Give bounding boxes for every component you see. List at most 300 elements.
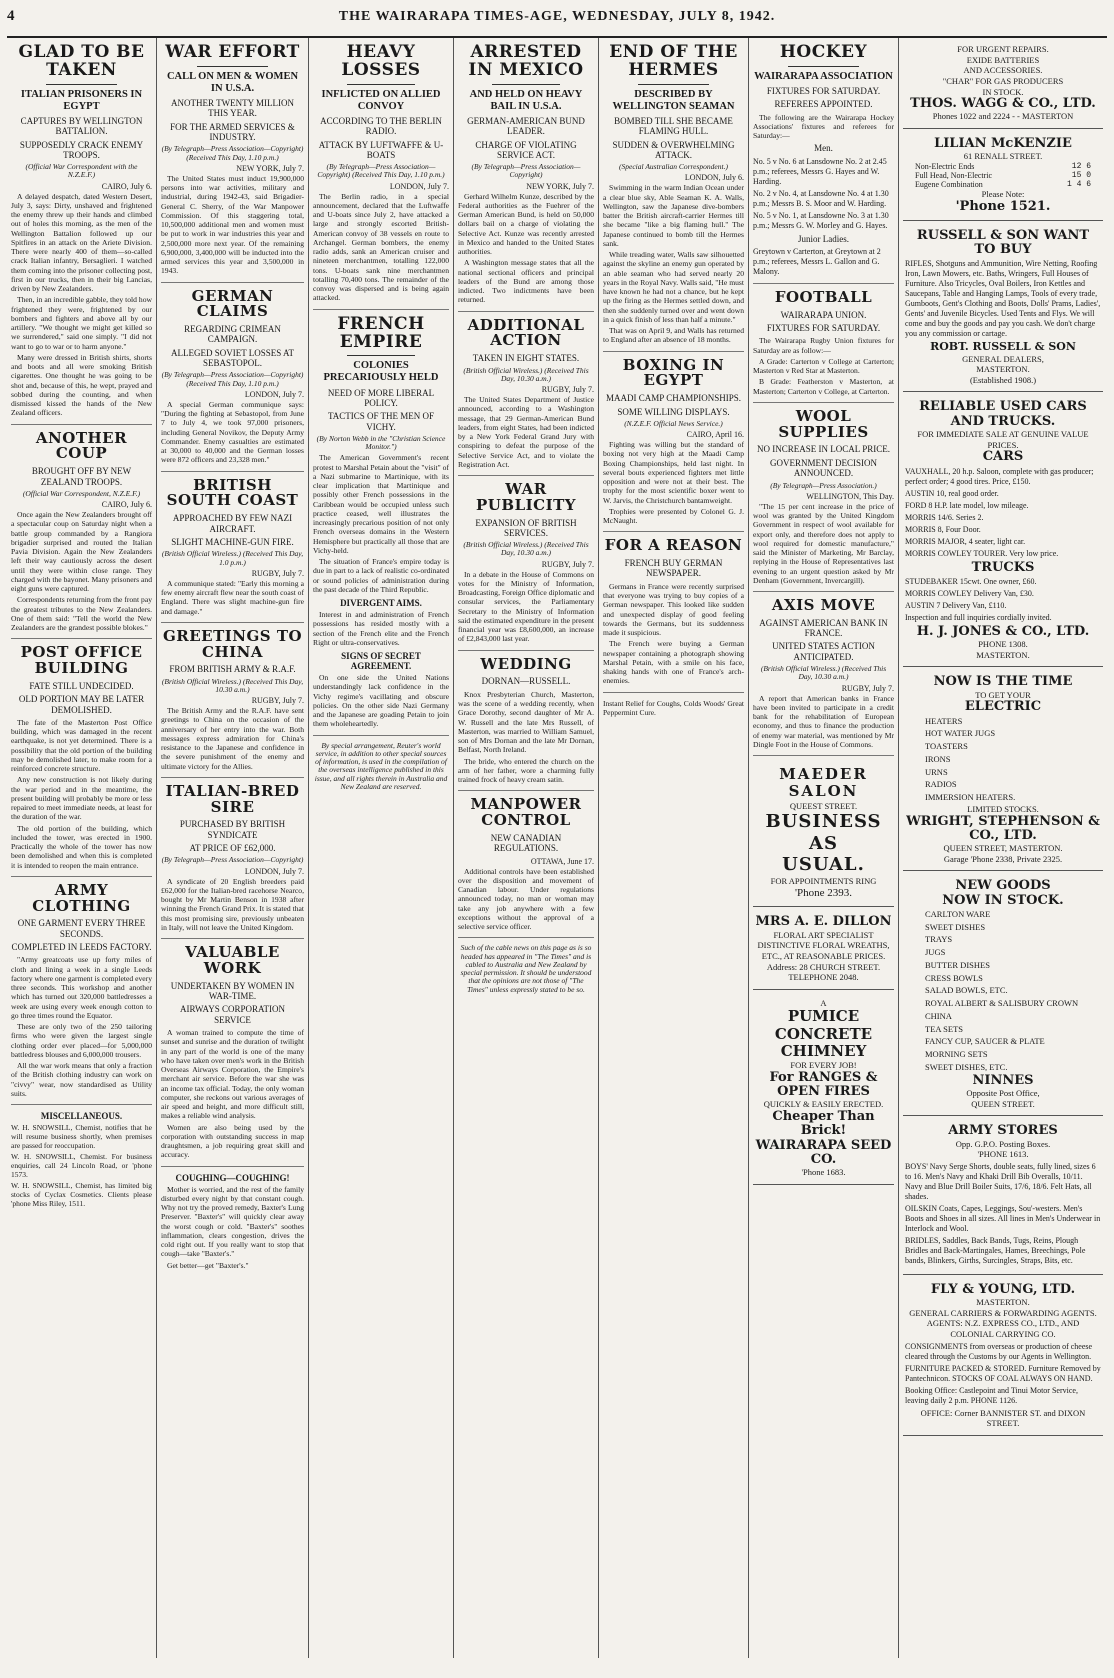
advert-text: Opposite Post Office, (966, 1088, 1040, 1099)
list-item: SWEET DISHES, ETC. (925, 1061, 1008, 1072)
advert-text: QUEEN STREET, MASTERTON. (943, 843, 1063, 854)
subhead: NO INCREASE IN LOCAL PRICE. (757, 444, 890, 455)
headline: WAR EFFORT (165, 42, 300, 62)
subhead: PURCHASED BY BRITISH SYNDICATE (179, 819, 286, 840)
subhead: FRENCH BUY GERMAN NEWSPAPER. (624, 558, 723, 579)
advert-baxters (161, 1173, 304, 1270)
paragraph: A syndicate of 20 English breeders paid £62,000 for the Italian-bred racehorse Nearco, bought by Mr Martin Benson in 1938 after winning the French Grand Prix. It is stated that this most promising sire, previously unbeaten in Italy, will not leave the United Kingdom. (161, 876, 304, 932)
credit: (British Official Wireless.) (Received This Day, 10.30 a.m.) (161, 676, 304, 694)
article-additional-action (458, 315, 594, 476)
headline: ARRESTED IN MEXICO (468, 42, 584, 80)
list-item: TEA SETS (925, 1023, 964, 1034)
advert-title: NEW GOODS (955, 878, 1051, 894)
price-row (905, 180, 1101, 189)
credit: (By Telegraph—Press Association.) (770, 480, 877, 490)
advert-text: QUICKLY & EASILY ERECTED. (763, 1099, 884, 1110)
advert-text: FURNITURE PACKED & STORED. Furniture Removed by Pantechnicon. STOCKS OF COAL ALWAYS ON HAND. (905, 1363, 1101, 1383)
list-item: HOT WATER JUGS (925, 728, 996, 739)
section-heading: SIGNS OF SECRET AGREEMENT. (341, 651, 421, 672)
subhead: WAIRARAPA UNION. (780, 309, 867, 320)
paragraph: Additional controls have been established over the disposition and movement of Canadian labour. Under regulations announced today, no man or woman may take any job anywhere with a few exceptions without the approval of a selective service officer. (458, 866, 594, 931)
list-item: FANCY CUP, SAUCER & PLATE (925, 1036, 1045, 1047)
subhead: APPROACHED BY FEW NAZI AIRCRAFT. (172, 513, 293, 534)
advert-title: NOW IS THE TIME (933, 674, 1073, 690)
paragraph: Interest in and administration of French possessions has resided mostly with a section of the French elite and the French Right or ultra-conservatives. (313, 610, 449, 647)
section-heading: TRUCKS (971, 559, 1035, 575)
subhead: CAPTURES BY WELLINGTON BATTALION. (20, 115, 143, 137)
headline: VALUABLE WORK (185, 943, 280, 977)
paragraph: The United States Department of Justice announced, according to a Washington message, that 29 German-American Bund leaders, from eight States, had been indicted by a New York Federal Grand Jury with conspiring to defeat the purpose of the Selective Service Act, and to violate the Registration Act. (458, 395, 594, 469)
subhead: UNITED STATES ACTION ANTICIPATED. (772, 641, 875, 662)
advert-pumice-chimney (753, 994, 894, 1185)
advert-phone: 'PHONE 1613. (977, 1149, 1029, 1160)
credit: (Official War Correspondent, N.Z.E.F.) (22, 488, 141, 498)
advert-title: FLY & YOUNG, LTD. (930, 1281, 1076, 1297)
dateline: CAIRO, July 6. (101, 181, 152, 191)
paragraph: The fate of the Masterton Post Office building, which was damaged in the recent earthquake, is not yet determined. There is a possibility that the old portion of the building may be demolished later, to make room for a reinforced concrete structure. (11, 717, 152, 774)
article-wool-supplies (753, 406, 894, 592)
article-post-office-building (11, 645, 152, 877)
listing: VAUXHALL, 20 h.p. Saloon, complete with gas producer; perfect order; 4 good tires. Price, £150. (905, 466, 1094, 486)
paragraph: Fighting was willing but the standard of boxing not very high at the Maadi Camp Boxing Championships, held last night. In several bouts experienced fighters met little opposition and were not at their best. The trophy for the most scientific boxer went to W. Jarvis, the Christchurch bantamweight. (603, 440, 744, 505)
advert-text: FOR APPOINTMENTS RING (770, 876, 877, 887)
advert-title: RUSSELL & SON WANT TO BUY (916, 227, 1090, 258)
subhead: NEED OF MORE LIBERAL POLICY. (327, 387, 435, 408)
headline: GREETINGS TO CHINA (162, 626, 303, 661)
advert-text: GENERAL CARRIERS & FORWARDING AGENTS. (909, 1307, 1097, 1318)
advert-text: OILSKIN Coats, Capes, Leggings, Sou'-westers. Men's Boots and Shoes in all sizes. All lines in Men's Underwear in Interlock and Wool. (905, 1203, 1101, 1233)
paragraph: The Wairarapa Rugby Union fixtures for Saturday are as follow:— (753, 336, 894, 355)
advert-text: MASTERTON. (976, 1297, 1030, 1308)
subhead: WAIRARAPA ASSOCIATION (754, 70, 893, 82)
article-greetings-to-china (161, 626, 304, 778)
subhead: ACCORDING TO THE BERLIN RADIO. (320, 115, 442, 137)
section-heading: CARS (982, 449, 1024, 465)
headline: HOCKEY (779, 42, 868, 62)
paragraph: While treading water, Walls saw silhouetted against the skyline an enemy gun operated by an able seaman who had served nearly 20 years in the Royal Navy. Walls said, "He must have known he had not a chance, but he kept up the firing as the Hermes settled down, and then she suddenly turned over and went down in a quick finish of less than half a minute." (603, 250, 744, 324)
dateline: NEW YORK, July 7. (236, 163, 304, 173)
advert-phone: 'Phone 1683. (801, 1167, 846, 1178)
subhead: AIRWAYS CORPORATION SERVICE (180, 1004, 285, 1025)
price-row (905, 171, 1101, 180)
advert-text: QUEEN STREET. (971, 1098, 1035, 1109)
subhead: ATTACK BY LUFTWAFFE & U-BOATS (318, 139, 444, 160)
list-item: TOASTERS (925, 741, 968, 752)
advert-text: AGENTS: N.Z. EXPRESS CO., LTD., AND COLONIAL CARRYING CO. (926, 1318, 1080, 1339)
subhead: DORNAN—RUSSELL. (481, 676, 571, 687)
subhead: FATE STILL UNDECIDED. (29, 680, 134, 691)
list-item: HEATERS (925, 715, 963, 726)
list-item: URNS (925, 766, 948, 777)
advert-text: MASTERTON. (976, 364, 1030, 375)
paragraph: Get better—get "Baxter's." (167, 1260, 249, 1270)
advert-woods-peppermint: Instant Relief for Coughs, Colds Woods' Great Peppermint Cure. (603, 698, 744, 717)
column-3 (309, 38, 454, 1658)
credit: (N.Z.E.F. Official News Service.) (624, 418, 723, 428)
advert-title: PUMICE (787, 1007, 860, 1026)
article-end-of-the-hermes (603, 44, 744, 352)
credit: (British Official Wireless.) (Received This Day, 10.30 a.m.) (760, 664, 887, 682)
article-for-a-reason (603, 538, 744, 692)
paragraph: Germans in France were recently surprised that everyone was trying to buy copies of a German newspaper. This looked like sudden and unexpected display of good feeling towards the Germans, but its suddenness made it suspicious. (603, 581, 744, 638)
advert-text: AS (809, 832, 838, 854)
paragraph: A Grade: Carterton v College at Carterton; Masterton v Red Star at Masterton. (753, 356, 894, 376)
advert-phone: PHONE 1308. (978, 639, 1028, 650)
paragraph: A report that American banks in France have been invited to participate in a credit bank for the rehabilitation of European economy, and thus to finance the production of enemy war material, was mentioned by Mr Dingle Foot in the House of Commons. (753, 693, 894, 749)
headline: ADDITIONAL ACTION (467, 315, 585, 350)
paragraph: B Grade: Featherston v Masterton, at Masterton; Carterton v College, at Carterton. (753, 377, 894, 396)
paragraph: A special German communique says: "During the fighting at Sebastopol, from June 7 to July 4, we took 97,000 prisoners, including General Novikov, the Deputy Army Commander. Enemy casualties are estimated at 30,000 to 40,000 and the German losses were 872 officers and 23,328 men." (161, 399, 304, 465)
subhead: FIXTURES FOR SATURDAY. (766, 85, 881, 96)
subhead: TACTICS OF THE MEN OF VICHY. (327, 411, 435, 432)
advert-text: Please Note: (981, 188, 1025, 199)
advert-phone: Garage 'Phone 2338, Private 2325. (943, 853, 1063, 864)
subhead: ALLEGED SOVIET LOSSES AT SEBASTOPOL. (170, 347, 295, 369)
article-axis-move (753, 598, 894, 756)
advert-thos-wagg (903, 40, 1103, 129)
article-another-coup (11, 428, 152, 640)
paragraph: Correspondents returning from the front pay the greatest tributes to the New Zealanders. One of them said: "Tell the world the New Zealanders are the grandest possible blokes." (11, 595, 152, 633)
advert-phone: 'Phone 1521. (955, 198, 1051, 214)
masthead-title: THE WAIRARAPA TIMES-AGE, WEDNESDAY, JULY 8, 1942. (338, 9, 776, 24)
advert-title: WRIGHT, STEPHENSON & CO., LTD. (906, 813, 1100, 843)
item-list (905, 715, 1101, 804)
paragraph: Mother is worried, and the rest of the family disturbed every night by that constant cough. Why not try the proved remedy, Baxter's Lung Preserver. "Baxter's" will quickly clear away the worst cough or cold. "Baxter's" soothes inflammation, clears congestion, drives the cold right out. If you really want to stop that cough—take "Baxter's." (161, 1184, 304, 1259)
subhead: FROM BRITISH ARMY & R.A.F. (169, 664, 296, 675)
listing: STUDEBAKER 15cwt. One owner, £60. (905, 576, 1037, 586)
headline: COUGHING—COUGHING! (175, 1172, 290, 1183)
times-footnote: Such of the cable news on this page as is so headed has appeared in "The Times" and is cabled to Australia and New Zealand by special permission. It should be understood that the opinions are not those of "The Times" unless expressly stated to be so. (460, 943, 592, 994)
list-item: CRESS BOWLS (925, 972, 983, 983)
advert-text: GENERAL DEALERS, (962, 353, 1044, 364)
headline: WOOL SUPPLIES (778, 406, 869, 441)
subhead: SOME WILLING DISPLAYS. (617, 406, 730, 417)
paragraph: A communique stated: "Early this morning a few enemy aircraft flew near the south coast of England. There was slight machine-gun fire and damage." (161, 578, 304, 616)
listing: MORRIS MAJOR, 4 seater, light car. (905, 536, 1026, 546)
price-item: Non-Electric Ends (915, 161, 975, 171)
dateline: RUGBY, July 7. (841, 683, 894, 693)
subhead: DESCRIBED BY WELLINGTON SEAMAN (612, 88, 735, 112)
fixture: Greytown v Carterton, at Greytown at 2 p.m.; referees, Messrs L. Gallon and G. Malony. (753, 247, 881, 277)
credit: (British Official Wireless.) (Received This Day, 1.0 p.m.) (161, 549, 304, 567)
listing: MORRIS COWLEY Delivery Van, £30. (905, 588, 1034, 598)
newspaper-page (7, 6, 1107, 1666)
article-wedding (458, 654, 594, 792)
listing: FORD 8 H.P. late model, low mileage. (905, 500, 1029, 510)
column-1 (7, 38, 157, 1658)
paragraph: That was on April 9, and Walls has returned to England after an absence of 18 months. (603, 326, 744, 345)
classified-item: W. H. SNOWSILL, Chemist. For business enquiries, call 24 Lincoln Road, or 'phone 1573. (11, 1152, 152, 1180)
credit: (By Telegraph—Press Association—Copyright) (Received This Day, 1.10 p.m.) (161, 144, 304, 162)
item-list (905, 908, 1101, 1074)
subhead: BROUGHT OFF BY NEW ZEALAND TROOPS. (31, 466, 132, 487)
credit: (By Telegraph—Press Association—Copyright) (471, 162, 581, 180)
subhead: ONE GARMENT EVERY THREE SECONDS. (17, 918, 146, 939)
section-heading: DIVERGENT AIMS. (340, 598, 422, 609)
paragraph: In a debate in the House of Commons on votes for the Ministry of Information, Broadcasting, Foreign Office diplomatic and consular services, the Parliamentary Secretary to the Ministry of Information said the estimated expenditure in the present financial year was £8,600,000, an increase of £2,843,000 last year. (458, 569, 594, 644)
advert-text: OFFICE: Corner BANNISTER ST. and DIXON STREET. (920, 1407, 1086, 1429)
paragraph: The situation of France's empire today is due in part to a lack of realistic co-ordinated or sound policies of administration during the past decade of the Third Republic. (313, 557, 449, 594)
subhead: INFLICTED ON ALLIED CONVOY (321, 88, 441, 112)
subhead: COMPLETED IN LEEDS FACTORY. (11, 942, 152, 953)
listing: AUSTIN 10, real good order. (905, 488, 999, 498)
credit: (British Official Wireless.) (Received This Day, 10.30 a.m.) (463, 540, 589, 558)
section-heading: MISCELLANEOUS. (40, 1111, 123, 1122)
columns (7, 38, 1107, 1658)
dateline: LONDON, July 6. (684, 173, 744, 183)
paragraph: The old portion of the building, which included the tower, was erected in 1900. Practically the whole of the tower has now been demolished and when this is completed it is intended to reopen the main entrance. (11, 823, 152, 870)
paragraph: "The 15 per cent increase in the price of wool was granted by the United Kingdom Government in respect of wool available for export only, and therefore does not apply to wool required for domestic manufacture," said the Minister of Marketing, Mr Barclay, replying in the House of Representatives last evening to an urgent question asked by Mr Denham (Government, Invercargill). (753, 501, 894, 585)
paragraph: Many were dressed in British shirts, shorts and boots and all were smoking British cigarettes. One thought he was going to be shot and, because of this, he wept, prayed and sobbed during the counting, and when dismissed kissed the hands of the New Zealand officers. (11, 352, 152, 418)
listing: AUSTIN 7 Delivery Van, £110. (905, 600, 1007, 610)
advert-army-stores (903, 1120, 1103, 1275)
advert-text: Address: 28 CHURCH STREET. (766, 961, 881, 972)
subhead: AND HELD ON HEAVY BAIL IN U.S.A. (469, 88, 583, 112)
classified-item: W. H. SNOWSILL, Chemist, has limited big stocks of Cyclax Cosmetics. Clients please 'phone Miss Riley, 1511. (11, 1181, 152, 1209)
advert-text: MASTERTON. (976, 649, 1030, 660)
headline: GLAD TO BE TAKEN (18, 42, 145, 80)
advert-text: BRIDLES, Saddles, Back Bands, Tugs, Reins, Plough Bridles and Back-Martingales, Hames, Breechings, Pole bands, Blinkers, Girths, Surcingles, Straps, Bits, etc. (905, 1235, 1086, 1265)
advert-dillon (753, 911, 894, 989)
subhead: TAKEN IN EIGHT STATES. (472, 353, 580, 364)
headline: MANPOWER CONTROL (470, 795, 582, 830)
subhead: SUPPOSEDLY CRACK ENEMY TROOPS. (19, 139, 144, 160)
masthead (7, 6, 1107, 38)
headline: ANOTHER COUP (35, 428, 128, 463)
advert-title: NOW IN STOCK. (942, 892, 1064, 908)
article-british-south-coast (161, 475, 304, 623)
dateline: OTTAWA, June 17. (530, 856, 594, 866)
dateline: WELLINGTON, This Day. (806, 491, 894, 501)
headline: FOR A REASON (604, 536, 743, 555)
advert-title: CONCRETE (774, 1024, 873, 1043)
paragraph: Women are also being used by the corporation with outstanding success in map draughtsmen, a job requiring great skill and accuracy. (161, 1122, 304, 1160)
advert-title: THOS. WAGG & CO., LTD. (910, 96, 1096, 112)
headline: ARMY CLOTHING (32, 880, 131, 915)
advert-lilian-mckenzie (903, 133, 1103, 221)
credit: (Official War Correspondent with the N.Z.E.F.) (25, 162, 138, 180)
article-war-effort (161, 44, 304, 283)
paragraph: A Washington message states that all the national sectional officers and principal leaders of the Bund are among those indicted. Two indictments have been returned. (458, 258, 594, 305)
headline: WAR PUBLICITY (476, 480, 576, 514)
price-value: 15 0 (1071, 170, 1091, 180)
advert-text: QUEEST STREET. (789, 800, 858, 811)
dateline: RUGBY, July 7. (251, 696, 304, 706)
article-hockey (753, 44, 894, 284)
paragraph: The United States must induct 19,900,000 persons into war activities, military and industrial, during 1942-43, said Brigadier-General C. Sherry, of the War Manpower Commission. Of this staggering total, 10,500,000 additional men and women must be put to work in war industries this year and 2,500,000 more next year. Of the remaining 6,900,000, 3,400,000 will be inducted into the armed services this year and 3,500,000 in 1943. (161, 173, 304, 276)
advert-text: FOR URGENT REPAIRS. (957, 44, 1049, 54)
article-heavy-losses (313, 44, 449, 310)
subhead: BOMBED TILL SHE BECAME FLAMING HULL. (614, 115, 733, 137)
advert-text: FLORAL ART SPECIALIST (773, 929, 874, 940)
credit: (By Norton Webb in the "Christian Science Monitor.") (316, 433, 446, 452)
headline: BOXING IN EGYPT (622, 355, 725, 390)
paragraph: On one side the United Nations understandingly lack confidence in the Vichy regime's vacillating and obscure policies. On the other side Nazi Germany and the Japanese are goading Petain to join them wholeheartedly. (313, 673, 449, 729)
section-heading: Men. (814, 143, 833, 154)
article-german-claims (161, 286, 304, 472)
advert-text: DISTINCTIVE FLORAL WREATHS, ETC., AT REASONABLE PRICES. (757, 940, 890, 961)
subhead: FIXTURES FOR SATURDAY. (766, 323, 881, 334)
subhead: OLD PORTION MAY BE LATER DEMOLISHED. (18, 694, 145, 715)
credit: (By Telegraph—Press Association—Copyright) (161, 855, 304, 865)
list-item: IMMERSION HEATERS. (925, 792, 1016, 803)
advert-title: RELIABLE USED CARS AND TRUCKS. (919, 399, 1087, 429)
headline: GERMAN CLAIMS (191, 286, 274, 321)
headline: END OF THE HERMES (609, 42, 738, 80)
advert-title: ARMY STORES (948, 1123, 1058, 1139)
advert-title: CHIMNEY (780, 1041, 867, 1060)
listing: Inspection and full inquiries cordially invited. (905, 612, 1052, 622)
section-heading: Junior Ladies. (798, 233, 849, 244)
headline: ITALIAN-BRED SIRE (165, 781, 300, 816)
subhead: EXPANSION OF BRITISH SERVICES. (475, 517, 577, 538)
classified-item: W. H. SNOWSILL, Chemist, notifies that he will resume business shortly, when premises are passed for reoccupation. (11, 1123, 152, 1151)
paragraph: Once again the New Zealanders brought off a spectacular coup on Saturday night when a battle group commanded by a Rangiora brigadier surprised and routed the Italian Pavia Division. Again the New Zealanders left their way cautiously across the desert until they were within close range. They charged with the bayonet. Many prisoners and eight guns were captured. (11, 510, 152, 594)
price-item: Eugene Combination (915, 179, 983, 189)
subhead: REGARDING CRIMEAN CAMPAIGN. (184, 324, 281, 345)
column-6 (749, 38, 899, 1658)
headline: WEDDING (480, 654, 572, 673)
paragraph: The following are the Wairarapa Hockey Associations' fixtures and referees for Saturday:— (753, 112, 894, 141)
dateline: CAIRO, July 6. (101, 500, 152, 510)
headline: AXIS MOVE (771, 596, 876, 614)
advert-phone: Phones 1022 and 2224 - - MASTERTON (932, 111, 1074, 122)
article-french-empire (313, 313, 449, 736)
dateline: RUGBY, July 7. (541, 385, 594, 395)
advert-text: TO GET YOUR (975, 689, 1031, 700)
list-item: RADIOS (925, 779, 957, 790)
page-number: 4 (7, 8, 15, 24)
paragraph: A woman trained to compute the time of sunset and sunrise and the duration of twilight in any part of the world is one of the many who have taken over men's work in the British Overseas Airways Corporation, the Empire's merchant air service. Before the war she was an income tax official. Today, the only woman computer, she reckons out various averages of air speed and height, and more difficult still, makes a reliable wind analysis. (161, 1028, 304, 1121)
list-item: SALAD BOWLS, ETC. (925, 985, 1008, 996)
paragraph: The British Army and the R.A.F. have sent greetings to China on the occasion of the anniversary of her entry into the war. Both messages express admiration for China's resistance to the Japanese and confidence in the severe punishment of the enemy and ultimate victory for the Allies. (161, 706, 304, 771)
paragraph: These are only two of the 250 tailoring firms who were given the largest single clothing order ever placed—for 5,000,000 battledress blouses and 6,000,000 trousers. (11, 1022, 152, 1059)
listing: MORRIS 14/6. Series 2. (905, 512, 984, 522)
list-item: IRONS (925, 753, 951, 764)
column-2 (157, 38, 309, 1658)
dateline: LONDON, July 7. (244, 866, 304, 876)
subhead: SLIGHT MACHINE-GUN FIRE. (171, 536, 294, 547)
advert-text: IN STOCK. (982, 86, 1024, 97)
subhead: AGAINST AMERICAN BANK IN FRANCE. (759, 617, 888, 639)
list-item: TRAYS (925, 934, 953, 945)
advert-title: ELECTRIC (964, 699, 1042, 715)
subhead: REFEREES APPOINTED. (774, 99, 873, 110)
article-war-publicity (458, 482, 594, 651)
article-italian-bred-sire (161, 781, 304, 939)
paragraph: Trophies were presented by Colonel G. J. McNaught. (603, 506, 744, 526)
advert-text: "CHAR" FOR GAS PRODUCERS (942, 75, 1064, 86)
column-4 (454, 38, 599, 1658)
paragraph: Swimming in the warm Indian Ocean under a clear blue sky, Able Seaman K. A. Walls, Wellington, saw the Japanese dive-bombers batter the British aircraft-carrier Hermes till she became "like a big flaming hull." The Japanese continued to bomb till the Hermes sank. (603, 183, 744, 248)
price-value: 12 6 (1071, 161, 1091, 171)
advert-wright-stephenson (903, 671, 1103, 871)
article-army-clothing (11, 880, 152, 1105)
fixture: No. 5 v No. 1, at Lansdowne No. 3 at 1.30 p.m.; Messrs G. W. Morley and G. Hayes. (753, 210, 889, 230)
credit: (British Official Wireless.) (Received This Day, 10.30 a.m.) (463, 365, 589, 383)
advert-ninnes (903, 875, 1103, 1116)
advert-maeder-salon (753, 762, 894, 907)
dateline: RUGBY, July 7. (541, 559, 594, 569)
advert-text: A (820, 997, 827, 1008)
advert-text: Cheaper Than Brick! (772, 1109, 875, 1139)
advert-phone: 'Phone 2393. (795, 886, 852, 899)
article-arrested-in-mexico (458, 44, 594, 312)
advert-text: For RANGES & OPEN FIRES (769, 1069, 878, 1100)
subhead: FOR THE ARMED SERVICES & INDUSTRY. (170, 121, 295, 142)
article-football (753, 290, 894, 403)
advert-text: Booking Office: Castlepoint and Tinui Motor Service, leaving daily 2 p.m. PHONE 1126. (905, 1385, 1078, 1405)
advert-russell-and-son (903, 225, 1103, 393)
listing: MORRIS 8, Four Door. (905, 524, 981, 534)
headline: FRENCH EMPIRE (337, 313, 425, 352)
subhead: ANOTHER TWENTY MILLION THIS YEAR. (171, 97, 294, 119)
subhead: COLONIES PRECARIOUSLY HELD (323, 360, 439, 384)
paragraph: "Army greatcoats use up forty miles of cloth and lining a week in a single Leeds factory where one garment is completed every three seconds. This workshop and another which has turned out 320,000 battledresses a week are using every week enough cotton to go three times round the Equator. (11, 955, 152, 1020)
advert-fly-and-young (903, 1279, 1103, 1436)
dateline: LONDON, July 7. (389, 181, 449, 191)
price-item: Full Head, Non-Electric (915, 170, 993, 180)
advert-text: FOR EVERY JOB! (790, 1060, 857, 1071)
advert-title: ROBT. RUSSELL & SON (930, 340, 1076, 354)
advert-text: TELEPHONE 2048. (788, 972, 859, 983)
subhead: GOVERNMENT DECISION ANNOUNCED. (769, 457, 878, 479)
dateline: CAIRO, April 16. (686, 430, 744, 440)
reuters-footnote: By special arrangement, Reuter's world service, in addition to other special sources of information, is used in the compilation of the overseas intelligence published in this issue, and all rights therein in Australia and New Zealand are reserved. (314, 740, 448, 791)
advert-text: USUAL. (782, 854, 865, 876)
advert-hj-jones-cars (903, 396, 1103, 667)
paragraph: All the war work means that only a fraction of the British clothing industry can work on "civvy" wear, now standardised as Utility suits. (11, 1061, 152, 1098)
column-5 (599, 38, 749, 1658)
subhead: UNDERTAKEN BY WOMEN IN WAR-TIME. (170, 980, 295, 1001)
advert-text: FOR IMMEDIATE SALE AT GENUINE VALUE PRICES. (917, 429, 1089, 450)
advert-text: (Established 1908.) (969, 374, 1037, 385)
fixture: No. 5 v No. 6 at Lansdowne No. 2 at 2.45 p.m.; referees, Messrs G. Hayes and W. Harding. (753, 156, 887, 186)
credit: (By Telegraph—Press Association—Copyright) (Received This Day, 1.10 p.m.) (317, 162, 445, 180)
advert-title: MRS A. E. DILLON (755, 914, 892, 930)
article-glad-to-be-taken (11, 44, 152, 425)
list-item: ROYAL ALBERT & SALISBURY CROWN CHINA (925, 998, 1079, 1021)
list-item: SWEET DISHES (925, 921, 986, 932)
advert-text: AND ACCESSORIES. (963, 65, 1043, 76)
headline: FOOTBALL (774, 288, 873, 307)
list-item: JUGS (925, 947, 946, 958)
fixture: No. 2 v No. 4, at Lansdowne No. 4 at 1.30 p.m.; Messrs B. S. Moor and W. Harding. (753, 188, 889, 208)
advert-title: H. J. JONES & CO., LTD. (916, 623, 1090, 639)
subhead: AT PRICE OF £62,000. (189, 843, 276, 854)
column-7 (899, 38, 1107, 1658)
advert-text: 61 RENALL STREET. (963, 151, 1043, 162)
subhead: CALL ON MEN & WOMEN IN U.S.A. (166, 70, 299, 94)
credit: (Special Australian Correspondent.) (619, 162, 728, 172)
paragraph: Knox Presbyterian Church, Masterton, was the scene of a wedding recently, when Grace Dorothy, second daughter of Mr A. W. Russell and the late Mrs Russell, of Masterton, was married to William Samuel, son of Mrs Dornan and the late Mr Dornan, Belfast, North Ireland. (458, 689, 594, 755)
advert-title: LILIAN McKENZIE (934, 136, 1072, 152)
advert-text: Opp. G.P.O. Posting Boxes. (955, 1138, 1051, 1149)
advert-title: NINNES (972, 1072, 1034, 1088)
dateline: LONDON, July 7. (244, 389, 304, 399)
article-manpower-control (458, 797, 594, 938)
paragraph: The American Government's recent protest to Marshal Petain about the "visit" of a Nazi submarine to Martinique, with its clear implication that Martinique and possibly other French possessions in the Caribbean would be occupied unless such practice ceased, well illustrates the increasingly precarious position of not only French overseas domains in the Western Hemisphere but practically all those that are Vichy-held. (313, 453, 449, 555)
price-value: 1 4 6 (1066, 179, 1091, 189)
dateline: RUGBY, July 7. (251, 568, 304, 578)
paragraph: The French were buying a German newspaper containing a photograph showing Marshal Petain, with a smile on his face, shaking hands with one of France's arch-enemies. (603, 639, 744, 686)
advert-text: CONSIGNMENTS from overseas or production of cheese cleared through the Customs by our Agents in Wellington. (905, 1341, 1093, 1361)
article-boxing-in-egypt (603, 355, 744, 533)
paragraph: The Berlin radio, in a special announcement, declared that the Luftwaffe and U-boats since July 2, have attacked a large and strongly escorted British-American convoy of 38 vessels en route to Archangel. German bombers, the enemy radio adds, sank an American cruiser and nineteen merchantmen, totalling 122,000 tons. U-boats sank nine merchantmen totalling 70,400 tons. The remainder of the convoy was dispersed and is being again attacked. (313, 191, 449, 303)
listing: MORRIS COWLEY TOURER. Very low price. (905, 548, 1059, 558)
advert-text: BOYS' Navy Serge Shorts, double seats, fully lined, sizes 6 to 16. Men's Navy and Khaki Drill Bib Overalls, 10/11. Navy and Blue Drill Boiler Suits, 17/6, 18/6. Felt Hats, all shades. (905, 1161, 1096, 1201)
paragraph: A delayed despatch, dated Western Desert, July 3, says: Dirty, unshaved and frightened the enemy threw up their hands and climbed out of holes this morning, as the men of the Wellington Battalion followed up our Spitfires in an attack on the Ariete Division. There were nearly 400 of them—so-called crack Italian infantry, Bersaglieri. I watched them coming into the prisoner collecting post, first in our trucks, then in their big Lancias, driven by New Zealanders. (11, 191, 152, 294)
